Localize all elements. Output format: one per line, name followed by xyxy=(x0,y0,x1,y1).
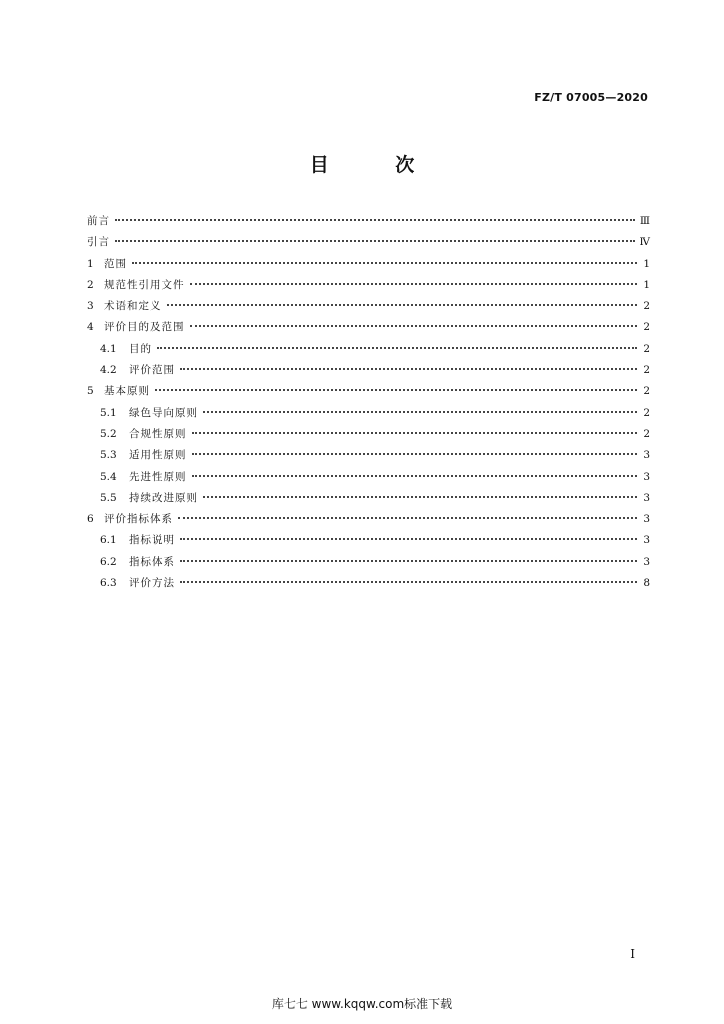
toc-leader-dots xyxy=(167,304,638,306)
toc-entry-label: 持续改进原则 xyxy=(129,491,198,504)
toc-entry[interactable] xyxy=(87,491,650,512)
toc-entry-number: 5.2 xyxy=(100,427,117,440)
toc-entry-number: 5.4 xyxy=(100,470,117,483)
toc-entry[interactable] xyxy=(87,320,650,341)
toc-entry-page: 1 xyxy=(643,257,650,270)
toc-entry-label: 术语和定义 xyxy=(104,300,162,313)
toc-entry[interactable] xyxy=(87,214,650,235)
toc-entry[interactable] xyxy=(87,363,650,384)
toc-entry-label: 基本原则 xyxy=(104,385,150,398)
toc-entry-label: 评价方法 xyxy=(129,577,175,590)
toc-leader-dots xyxy=(192,453,638,455)
toc-entry-number: 5.5 xyxy=(100,491,117,504)
footer-watermark: 库七七 www.kqqw.com标准下载 xyxy=(271,997,453,1011)
toc-entry[interactable] xyxy=(87,427,650,448)
toc-entry-label: 评价指标体系 xyxy=(104,513,173,526)
toc-entry-number: 6.3 xyxy=(100,577,117,590)
toc-entry-number: 3 xyxy=(87,300,94,313)
toc-leader-dots xyxy=(180,581,637,583)
toc-entry-label: 引言 xyxy=(87,236,110,249)
toc-entry-page: Ⅳ xyxy=(639,236,650,249)
toc-leader-dots xyxy=(180,538,637,540)
toc-entry-page: 2 xyxy=(643,427,650,440)
toc-entry[interactable] xyxy=(87,342,650,363)
toc-leader-dots xyxy=(203,411,637,413)
toc-entry-page: 3 xyxy=(643,491,650,504)
toc-entry-label: 评价范围 xyxy=(129,364,175,377)
toc-entry[interactable] xyxy=(87,470,650,491)
toc-entry-number: 5 xyxy=(87,385,94,398)
toc-leader-dots xyxy=(132,262,637,264)
toc-entry-label: 先进性原则 xyxy=(129,470,187,483)
table-of-contents xyxy=(87,214,650,597)
toc-entry-page: 8 xyxy=(643,577,650,590)
toc-entry-page: 3 xyxy=(643,449,650,462)
standard-code: FZ/T 07005—2020 xyxy=(534,91,648,104)
toc-leader-dots xyxy=(115,240,635,242)
toc-entry-page: 3 xyxy=(643,470,650,483)
toc-entry-label: 指标体系 xyxy=(129,555,175,568)
toc-leader-dots xyxy=(190,325,638,327)
toc-entry-number: 5.3 xyxy=(100,449,117,462)
toc-entry[interactable] xyxy=(87,448,650,469)
toc-entry-number: 2 xyxy=(87,278,94,291)
toc-entry-number: 6.1 xyxy=(100,534,117,547)
toc-entry-page: 2 xyxy=(643,300,650,313)
toc-entry-page: 2 xyxy=(643,406,650,419)
toc-entry-number: 4 xyxy=(87,321,94,334)
toc-leader-dots xyxy=(180,368,637,370)
toc-entry[interactable] xyxy=(87,576,650,597)
toc-entry-label: 规范性引用文件 xyxy=(104,278,185,291)
toc-leader-dots xyxy=(178,517,637,519)
toc-entry[interactable] xyxy=(87,533,650,554)
toc-leader-dots xyxy=(190,283,638,285)
toc-entry-label: 范围 xyxy=(104,257,127,270)
toc-leader-dots xyxy=(155,389,637,391)
toc-leader-dots xyxy=(157,347,637,349)
toc-entry-page: 2 xyxy=(643,385,650,398)
toc-entry[interactable] xyxy=(87,512,650,533)
toc-leader-dots xyxy=(203,496,637,498)
toc-entry-label: 评价目的及范围 xyxy=(104,321,185,334)
toc-entry[interactable] xyxy=(87,384,650,405)
toc-entry-number: 6.2 xyxy=(100,555,117,568)
toc-entry-number: 4.2 xyxy=(100,364,117,377)
toc-entry-page: 3 xyxy=(643,513,650,526)
toc-entry-label: 合规性原则 xyxy=(129,427,187,440)
page-number: I xyxy=(630,947,635,961)
toc-leader-dots xyxy=(180,560,637,562)
toc-entry-page: 3 xyxy=(643,555,650,568)
toc-entry[interactable] xyxy=(87,406,650,427)
toc-entry-number: 4.1 xyxy=(100,342,117,355)
page-title: 目 次 xyxy=(309,154,445,176)
toc-entry[interactable] xyxy=(87,278,650,299)
toc-entry-number: 1 xyxy=(87,257,94,270)
toc-entry[interactable] xyxy=(87,555,650,576)
toc-leader-dots xyxy=(115,219,635,221)
toc-entry-page: 1 xyxy=(643,278,650,291)
toc-entry-label: 前言 xyxy=(87,215,110,227)
toc-entry[interactable] xyxy=(87,299,650,320)
toc-entry-page: 2 xyxy=(643,342,650,355)
toc-entry-number: 5.1 xyxy=(100,406,117,419)
toc-entry-number: 6 xyxy=(87,513,94,526)
toc-entry-label: 适用性原则 xyxy=(129,449,187,462)
toc-entry-label: 绿色导向原则 xyxy=(129,406,198,419)
toc-entry-page: 2 xyxy=(643,321,650,334)
toc-entry-label: 目的 xyxy=(129,342,152,355)
toc-entry-page: 2 xyxy=(643,364,650,377)
toc-entry[interactable] xyxy=(87,235,650,256)
toc-entry-page: Ⅲ xyxy=(639,215,650,227)
toc-entry[interactable] xyxy=(87,257,650,278)
toc-leader-dots xyxy=(192,432,638,434)
toc-entry-page: 3 xyxy=(643,534,650,547)
toc-entry-label: 指标说明 xyxy=(129,534,175,547)
toc-leader-dots xyxy=(192,475,638,477)
